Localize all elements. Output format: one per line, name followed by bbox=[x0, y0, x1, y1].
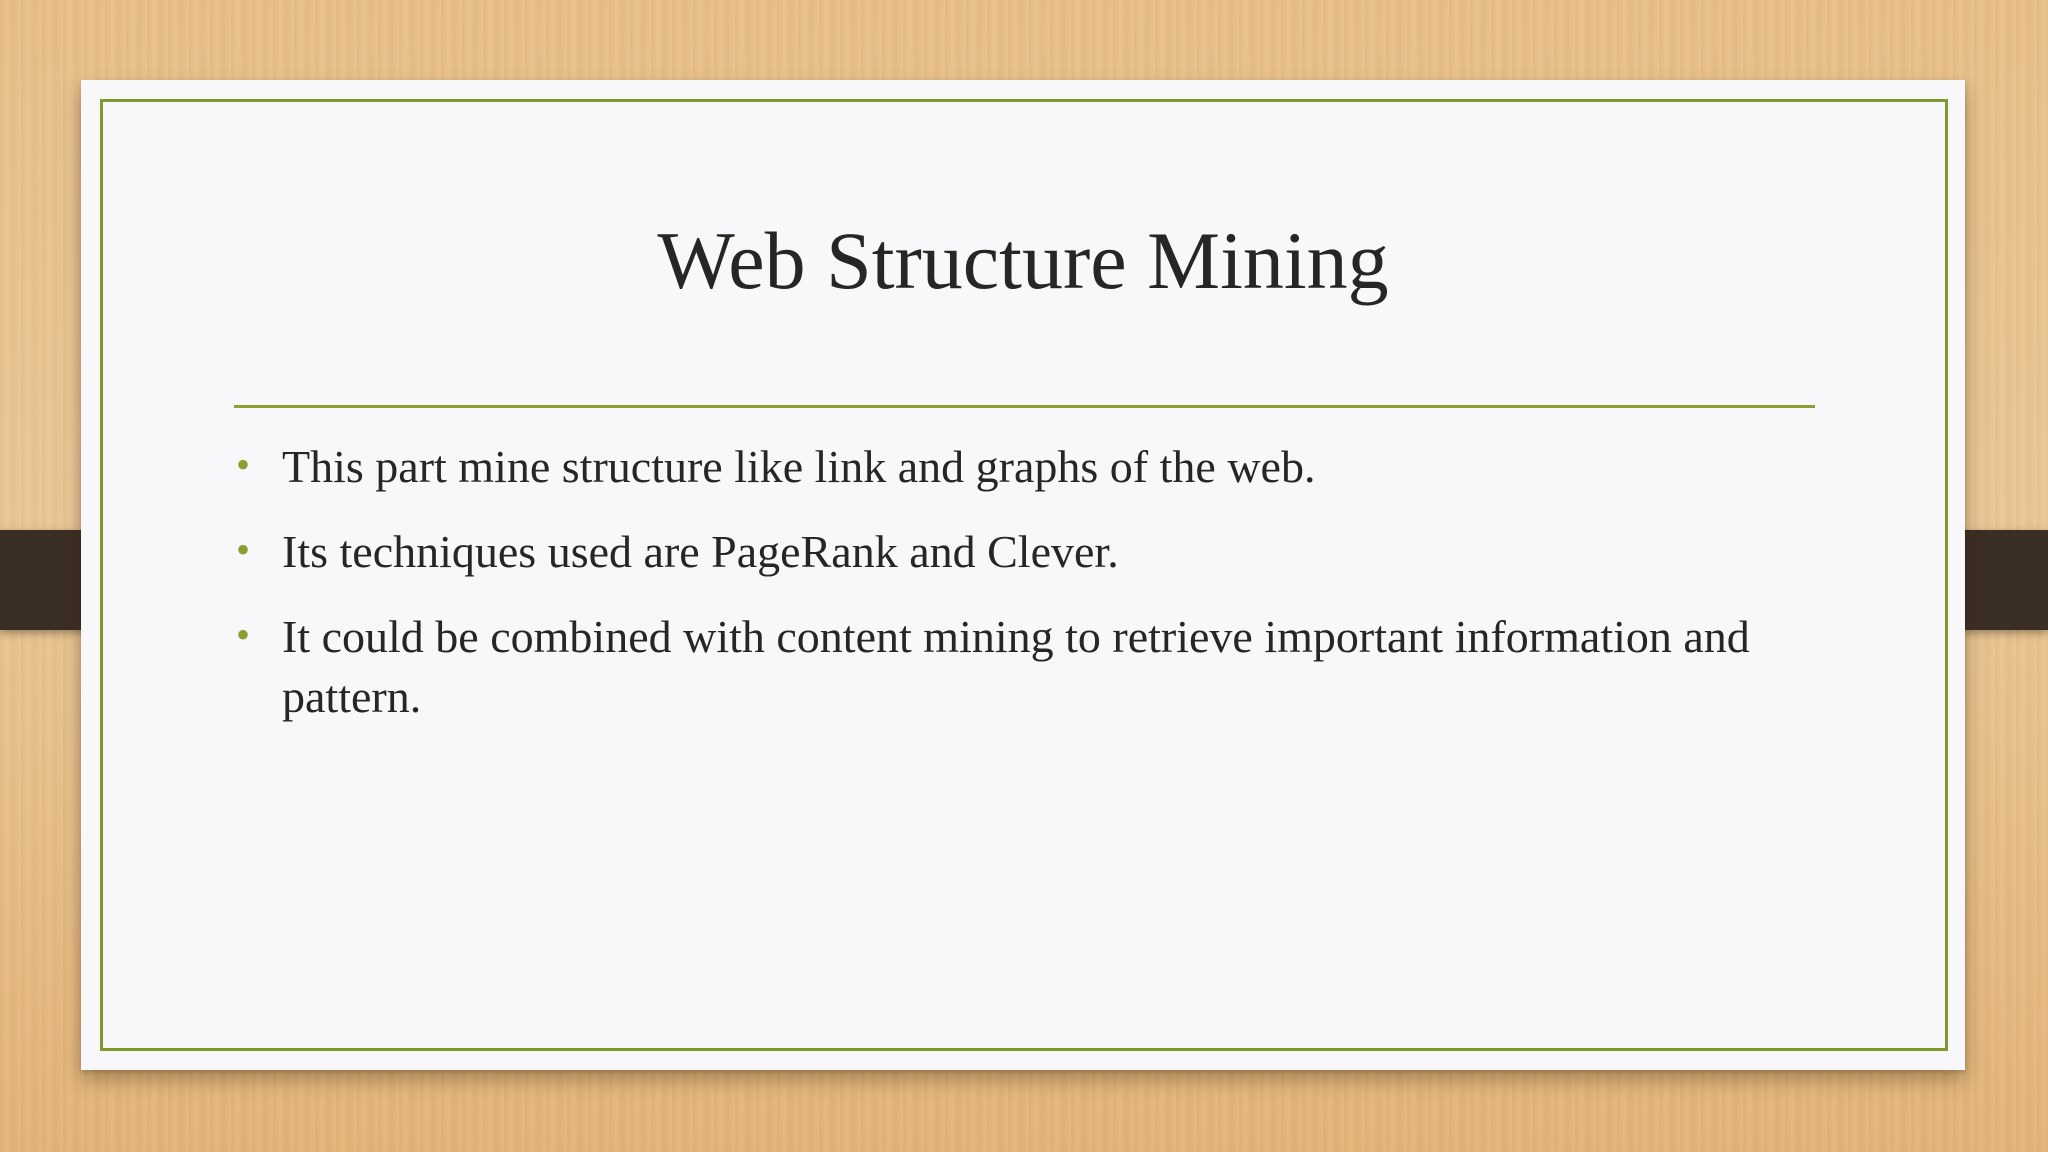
bullet-item bbox=[234, 522, 1874, 582]
bullet-icon: • bbox=[236, 442, 251, 487]
bullet-item bbox=[234, 607, 1874, 727]
bullet-icon: • bbox=[236, 527, 251, 572]
bullet-item bbox=[234, 437, 1874, 497]
bullet-text: Its techniques used are PageRank and Clever. bbox=[282, 526, 1119, 577]
title-divider bbox=[234, 405, 1815, 408]
bullet-text: This part mine structure like link and graphs of the web. bbox=[282, 441, 1316, 492]
slide-paper bbox=[81, 80, 1965, 1070]
slide-title: Web Structure Mining bbox=[657, 215, 1389, 306]
bullet-list bbox=[234, 437, 1874, 752]
bullet-text: It could be combined with content mining to retrieve important information and pattern. bbox=[282, 611, 1750, 722]
bullet-icon: • bbox=[236, 612, 251, 657]
